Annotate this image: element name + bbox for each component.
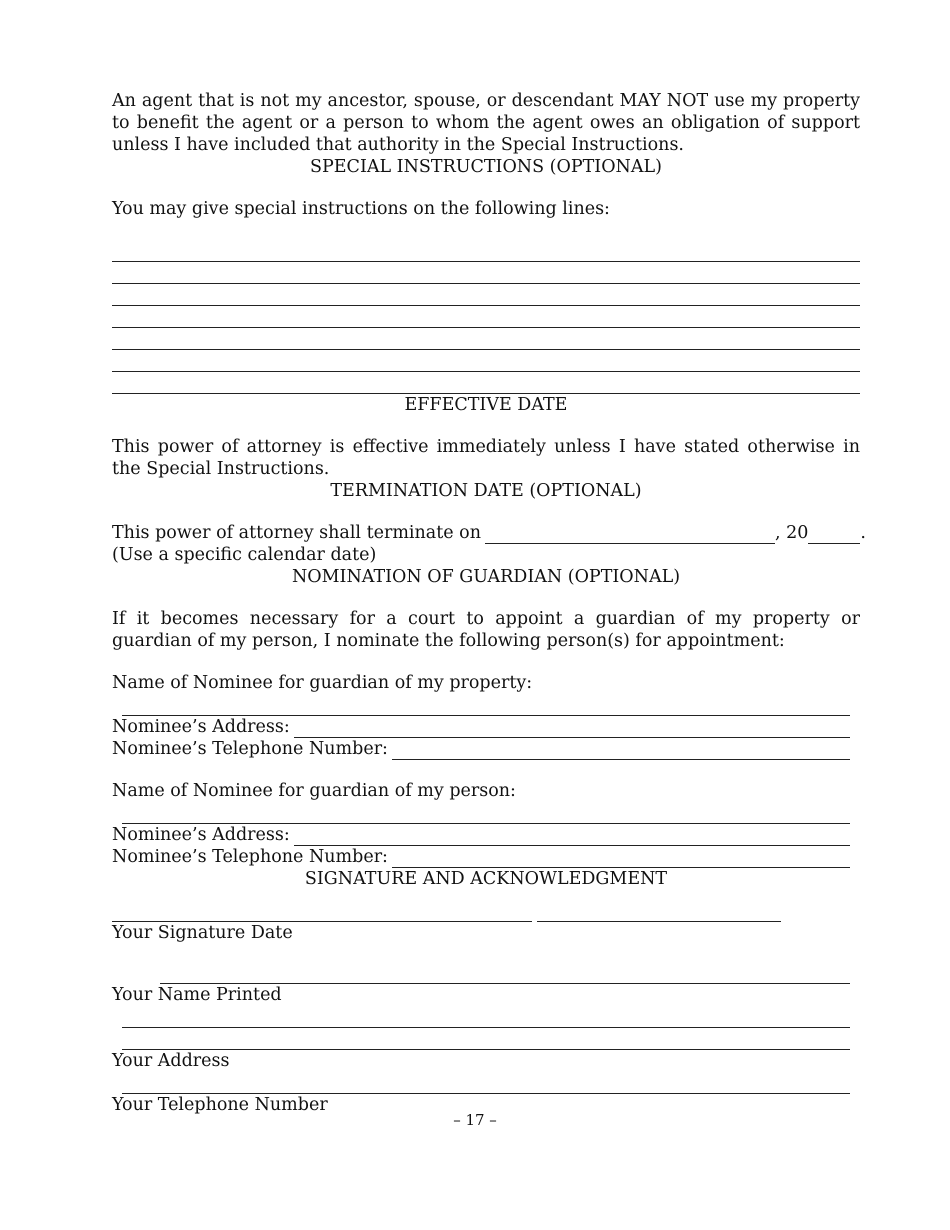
printed-name-field[interactable] [160, 962, 850, 984]
address-line-2[interactable] [122, 1028, 850, 1050]
signature-date-field[interactable] [537, 898, 781, 922]
signature-date-lines [112, 898, 860, 922]
signature-heading: SIGNATURE AND ACKNOWLEDGMENT [304, 869, 668, 889]
termination-year-prefix: , 20 [775, 523, 809, 543]
signature-field[interactable] [112, 898, 532, 922]
effective-date-text: This power of attorney is effective immediately unless I have stated otherwise in the Special Instructions. [112, 437, 860, 479]
special-instructions-intro: You may give special instructions on the following lines: [112, 199, 610, 219]
page-number: – 17 – [453, 1111, 497, 1129]
person-guardian-phone-row: Nominee’s Telephone Number: [112, 846, 850, 868]
agent-authority-paragraph: An agent that is not my ancestor, spouse, or descendant MAY NOT use my property to benefit the agent or a person to whom the agent owes an obligation of support unless I have included that authority in the Special Instructions. [112, 91, 860, 155]
special-instructions-lines [112, 240, 860, 394]
guardian-intro: If it becomes necessary for a court to appoint a guardian of my property or guardian of my person, I nominate the following person(s) for appointment: [112, 609, 860, 651]
address-line-1[interactable] [122, 1006, 850, 1028]
person-guardian-address-field[interactable] [294, 828, 850, 846]
property-guardian-phone-field[interactable] [392, 742, 850, 760]
person-guardian-address-row: Nominee’s Address: [112, 824, 850, 846]
property-guardian-address-row: Nominee’s Address: [112, 716, 850, 738]
instruction-line[interactable] [112, 372, 860, 394]
telephone-label: Your Telephone Number [112, 1095, 328, 1115]
termination-date-field[interactable] [485, 526, 775, 544]
termination-year-field[interactable] [808, 526, 860, 544]
guardian-heading: NOMINATION OF GUARDIAN (OPTIONAL) [291, 567, 681, 587]
property-guardian-name-field[interactable] [122, 694, 850, 716]
document-page [112, 90, 866, 1116]
printed-name-label: Your Name Printed [112, 985, 282, 1005]
telephone-field[interactable] [122, 1072, 850, 1094]
termination-date-heading: TERMINATION DATE (OPTIONAL) [330, 481, 642, 501]
instruction-line[interactable] [112, 306, 860, 328]
instruction-line[interactable] [112, 262, 860, 284]
property-guardian-phone-row: Nominee’s Telephone Number: [112, 738, 850, 760]
special-instructions-heading: SPECIAL INSTRUCTIONS (OPTIONAL) [310, 157, 662, 177]
person-guardian-phone-field[interactable] [392, 850, 850, 868]
termination-date-label: This power of attorney shall terminate on [112, 523, 481, 543]
termination-date-row: This power of attorney shall terminate on , 20 . [112, 523, 866, 543]
property-guardian-label: Name of Nominee for guardian of my property: [112, 673, 533, 693]
property-guardian-address-field[interactable] [294, 720, 850, 738]
person-guardian-name-field[interactable] [122, 802, 850, 824]
instruction-line[interactable] [112, 240, 860, 262]
signature-date-label: Your Signature Date [112, 923, 293, 943]
termination-date-note: (Use a specific calendar date) [112, 545, 377, 565]
address-label: Your Address [112, 1051, 230, 1071]
instruction-line[interactable] [112, 350, 860, 372]
instruction-line[interactable] [112, 284, 860, 306]
instruction-line[interactable] [112, 328, 860, 350]
person-guardian-label: Name of Nominee for guardian of my person: [112, 781, 516, 801]
effective-date-heading: EFFECTIVE DATE [404, 395, 568, 415]
